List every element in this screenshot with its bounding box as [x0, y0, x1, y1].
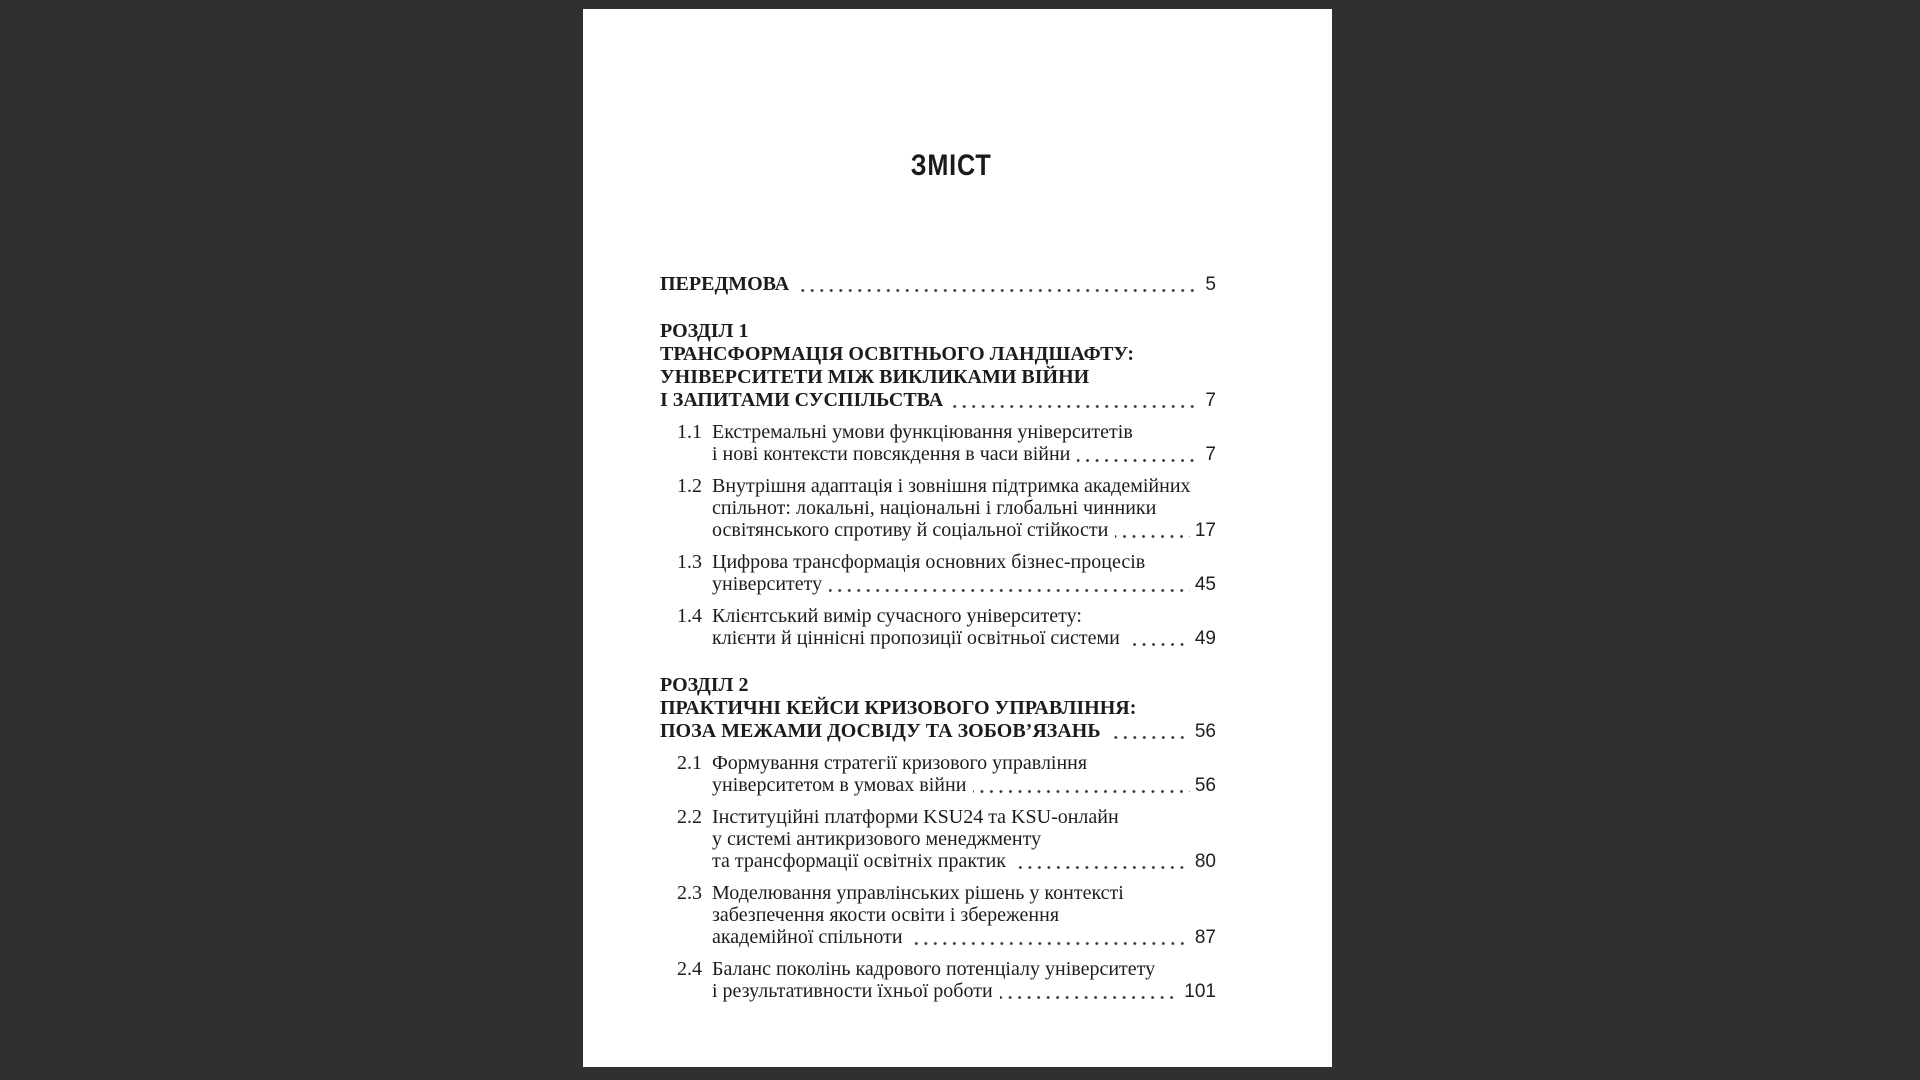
dot-leader [1070, 443, 1205, 466]
item-text-line: Інституційні платформи KSU24 та KSU-онлайн [712, 806, 1119, 828]
toc-row [712, 497, 1216, 519]
item-text-line: і результативности їхньої роботи [712, 980, 993, 1002]
item-text-line: клієнти й ціннісні пропозиції освітньої системи [712, 627, 1120, 649]
toc-row [712, 475, 1216, 497]
item-body [712, 421, 1216, 466]
toc-entry-item [660, 882, 1216, 949]
toc-row [660, 343, 1216, 366]
item-text-line: Клієнтський вимір сучасного університету: [712, 605, 1082, 627]
item-body [712, 958, 1216, 1003]
toc-row [712, 752, 1216, 774]
item-text-line: Внутрішня адаптація і зовнішня підтримка академійних [712, 475, 1191, 497]
page-number: 56 [1194, 775, 1216, 796]
page-number: 49 [1194, 628, 1216, 649]
chapter-title-line: УНІВЕРСИТЕТИ МІЖ ВИКЛИКАМИ ВІЙНИ [660, 366, 1090, 388]
toc-row [660, 720, 1216, 743]
dot-leader [1120, 627, 1195, 650]
toc-list [660, 273, 1216, 1003]
toc-row [712, 421, 1216, 443]
toc-entry-chapter [660, 674, 1216, 743]
toc-row [712, 980, 1216, 1003]
dot-leader [966, 774, 1194, 797]
item-number: 2.2 [677, 806, 702, 828]
page-number: 17 [1194, 520, 1216, 541]
chapter-title-line: ТРАНСФОРМАЦІЯ ОСВІТНЬОГО ЛАНДШАФТУ: [660, 343, 1135, 365]
toc-row [712, 882, 1216, 904]
toc-entry-item [660, 752, 1216, 797]
toc-entry-label: ПЕРЕДМОВА [660, 273, 790, 295]
item-text-line: Моделювання управлінських рішень у контексті [712, 882, 1124, 904]
toc-entry-front [660, 273, 1216, 296]
dot-leader [1101, 720, 1195, 743]
item-text-line: і нові контексти повсякдення в часи війни [712, 443, 1071, 465]
item-text-line: спільнот: локальні, національні і глобальні чинники [712, 497, 1157, 519]
item-body [712, 551, 1216, 596]
item-number: 2.3 [677, 882, 702, 904]
chapter-title-line: І ЗАПИТАМИ СУСПІЛЬСТВА [660, 389, 944, 411]
toc-row [660, 674, 1216, 697]
toc-row [712, 627, 1216, 650]
item-number: 2.4 [677, 958, 702, 980]
toc-entry-item [660, 958, 1216, 1003]
toc-row [712, 850, 1216, 873]
toc-row [712, 926, 1216, 949]
page-number: 80 [1194, 851, 1216, 872]
item-text-line: університету [712, 573, 823, 595]
item-body [712, 882, 1216, 949]
toc-row [660, 366, 1216, 389]
page-number: 7 [1205, 390, 1216, 411]
item-body [712, 806, 1216, 873]
dot-leader [943, 389, 1205, 412]
page-title-text: ЗМІСТ [910, 149, 992, 182]
item-body [712, 475, 1216, 542]
item-text-line: Цифрова трансформація основних бізнес-процесів [712, 551, 1146, 573]
item-number: 1.2 [677, 475, 702, 497]
item-text-line: та трансформації освітніх практик [712, 850, 1006, 872]
toc-entry-item [660, 806, 1216, 873]
page-number: 87 [1194, 927, 1216, 948]
chapter-title-line: РОЗДІЛ 2 [660, 674, 749, 696]
toc-entry-item [660, 551, 1216, 596]
dot-leader [1108, 519, 1195, 542]
page-number: 45 [1194, 574, 1216, 595]
toc-row [712, 573, 1216, 596]
page-number: 101 [1184, 981, 1216, 1002]
page-title [673, 149, 1229, 183]
toc-row [712, 774, 1216, 797]
toc-row [660, 697, 1216, 720]
item-text-line: освітянського спротиву й соціальної стійкости [712, 519, 1109, 541]
toc-row [712, 605, 1216, 627]
item-number: 1.1 [677, 421, 702, 443]
chapter-title-line: ПРАКТИЧНІ КЕЙСИ КРИЗОВОГО УПРАВЛІННЯ: [660, 697, 1137, 719]
item-text-line: Екстремальні умови функціювання університетів [712, 421, 1133, 443]
item-text-line: у системі антикризового менеджменту [712, 828, 1042, 850]
chapter-title-line: ПОЗА МЕЖАМИ ДОСВІДУ ТА ЗОБОВ’ЯЗАНЬ [660, 720, 1101, 742]
item-text-line: академійної спільноти [712, 926, 903, 948]
item-number: 2.1 [677, 752, 702, 774]
dot-leader [903, 926, 1195, 949]
page-number: 5 [1205, 274, 1216, 295]
item-text-line: університетом в умовах війни [712, 774, 967, 796]
item-body [712, 605, 1216, 650]
toc-row [660, 389, 1216, 412]
dot-leader [993, 980, 1185, 1003]
dot-leader [789, 273, 1205, 296]
document-page [583, 9, 1332, 1067]
toc-row [712, 551, 1216, 573]
dot-leader [1006, 850, 1195, 873]
toc-entry-item [660, 605, 1216, 650]
item-number: 1.4 [677, 605, 702, 627]
item-text-line: Формування стратегії кризового управління [712, 752, 1088, 774]
page-number: 7 [1205, 444, 1216, 465]
page-number: 56 [1194, 721, 1216, 742]
item-text-line: забезпечення якости освіти і збереження [712, 904, 1060, 926]
toc-row [712, 519, 1216, 542]
item-body [712, 752, 1216, 797]
dot-leader [822, 573, 1195, 596]
toc-row [712, 904, 1216, 926]
toc-row [712, 828, 1216, 850]
toc-entry-chapter [660, 320, 1216, 412]
toc-row [660, 320, 1216, 343]
toc-row [712, 806, 1216, 828]
toc-entry-item [660, 475, 1216, 542]
toc-row [660, 273, 1216, 296]
chapter-title-line: РОЗДІЛ 1 [660, 320, 749, 342]
item-text-line: Баланс поколінь кадрового потенціалу університету [712, 958, 1156, 980]
toc-row [712, 958, 1216, 980]
item-number: 1.3 [677, 551, 702, 573]
toc-row [712, 443, 1216, 466]
toc-entry-item [660, 421, 1216, 466]
